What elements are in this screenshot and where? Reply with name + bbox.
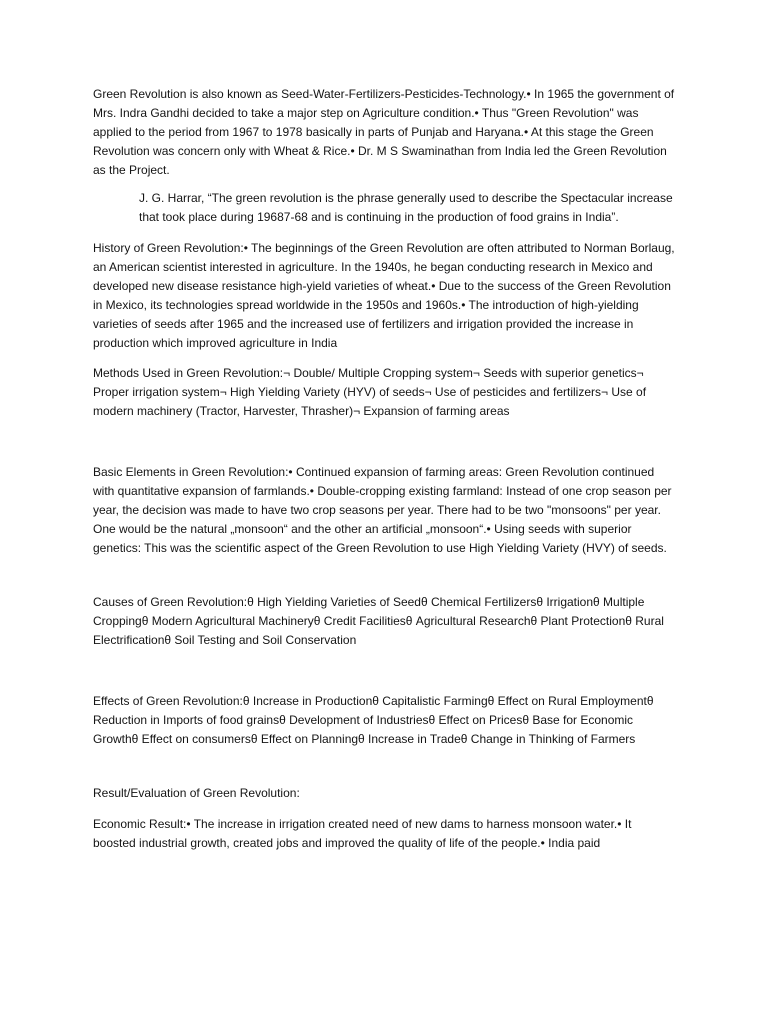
history-paragraph: History of Green Revolution:• The beginnings of the Green Revolution are often attributed to Norman Borlaug, an American scientist interested in agriculture. In the 1940s, he began conducting research in Mexico and developed new disease resistance high-yield varieties of wheat.• Due to the success of the Green Revolution in Mexico, its technologies spread worldwide in the 1950s and 1960s.• The introduction of high-yielding varieties of seeds after 1965 and the increased use of fertilizers and irrigation provided the increase in production which improved agriculture in India — [93, 241, 675, 350]
effects-paragraph: Effects of Green Revolution:θ Increase in Productionθ Capitalistic Farmingθ Effect on Rural Employmentθ Reduction in Imports of food grainsθ Development of Industriesθ Effect on Pricesθ Base for Economic Growthθ Effect on consumersθ Effect on Planningθ Increase in Tradeθ Change in Thinking of Farmers — [93, 694, 654, 746]
methods-paragraph: Methods Used in Green Revolution:¬ Double/ Multiple Cropping system¬ Seeds with superior genetics¬ Proper irrigation system¬ High Yielding Variety (HYV) of seeds¬ Use of pesticides and fertilizers¬ Use of modern machinery (Tractor, Harvester, Thrasher)¬ Expansion of farming areas — [93, 366, 647, 418]
harrar-quote: J. G. Harrar, “The green revolution is the phrase generally used to describe the Spectacular increase that took place during 19687-68 and is continuing in the production of food grains in India”. — [139, 191, 673, 224]
result-heading: Result/Evaluation of Green Revolution: — [93, 786, 300, 800]
intro-paragraph: Green Revolution is also known as Seed-Water-Fertilizers-Pesticides-Technology.• In 1965 the government of Mrs. Indra Gandhi decided to take a major step on Agriculture condition.• Thus "Green Revolution" was applied to the period from 1967 to 1978 basically in parts of Punjab and Haryana.• At this stage the Green Revolution was concern only with Wheat & Rice.• Dr. M S Swaminathan from India led the Green Revolution as the Project. — [93, 87, 675, 177]
basic-elements-paragraph: Basic Elements in Green Revolution:• Continued expansion of farming areas: Green Revolution continued with quantitative expansion of farmlands.• Double-cropping existing farmland: Instead of one crop season per year, the decision was made to have two crop seasons per year. There had to be two "monsoons" per year. One would be the natural „monsoon“ and the other an artificial „monsoon“.• Using seeds with superior genetics: This was the scientific aspect of the Green Revolution to use High Yielding Variety (HVY) of seeds. — [93, 465, 672, 555]
economic-result-paragraph: Economic Result:• The increase in irrigation created need of new dams to harness monsoon water.• It boosted industrial growth, created jobs and improved the quality of life of the people.• India paid — [93, 817, 632, 850]
causes-paragraph: Causes of Green Revolution:θ High Yielding Varieties of Seedθ Chemical Fertilizersθ Irrigationθ Multiple Croppingθ Modern Agricultural Machineryθ Credit Facilitiesθ Agricultural Researchθ Plant Protectionθ Rural Electrificationθ Soil Testing and Soil Conservation — [93, 595, 664, 647]
